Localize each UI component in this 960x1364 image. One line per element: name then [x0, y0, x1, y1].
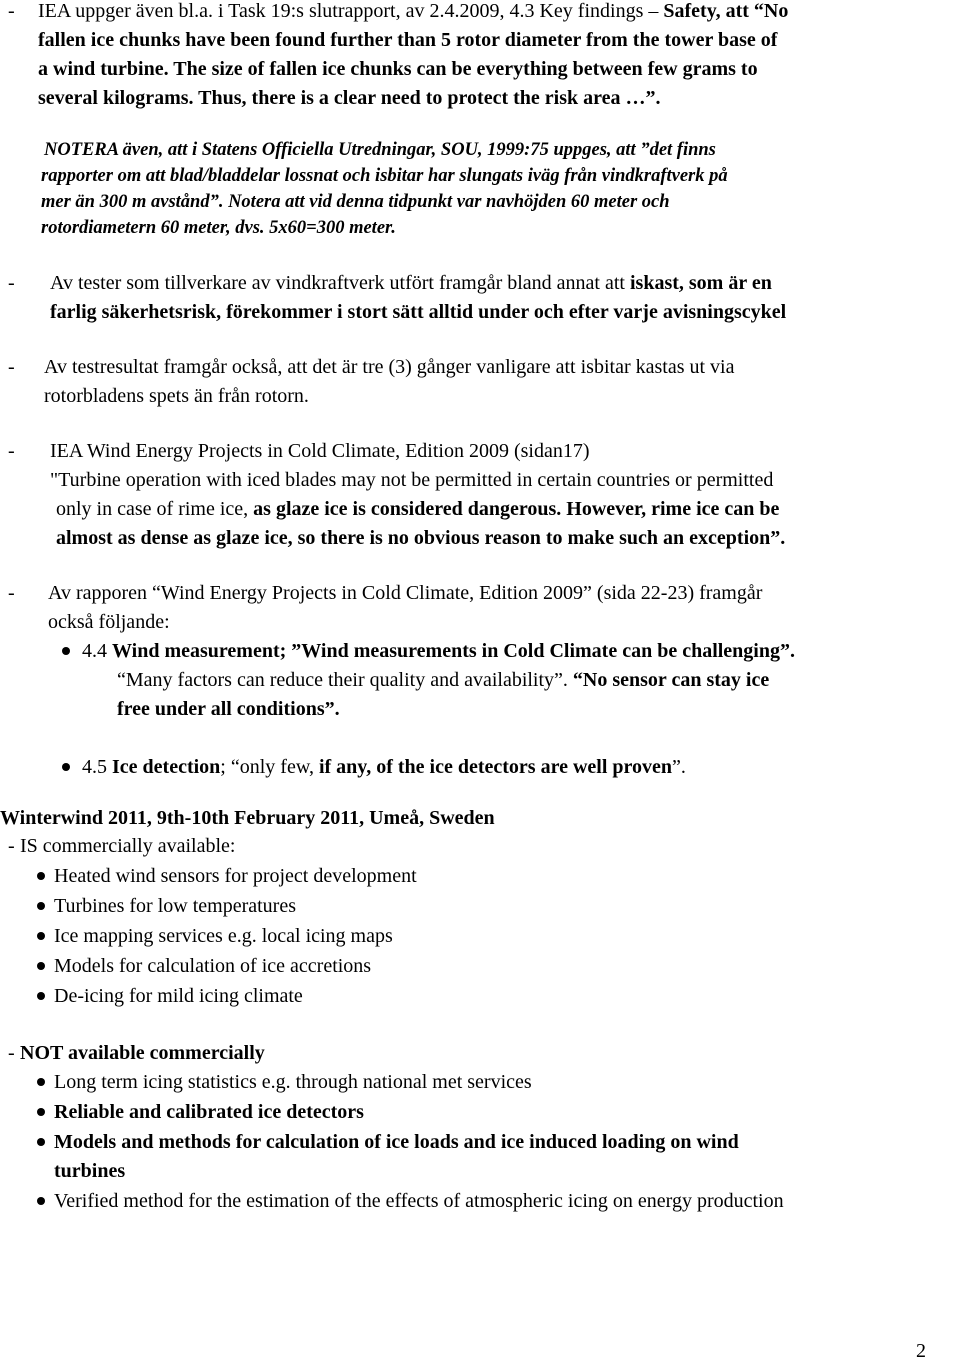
list-item-continuation: turbines [54, 1160, 126, 1182]
bullet-icon [37, 962, 45, 970]
bullet-icon [62, 647, 70, 655]
list-item: Ice mapping services e.g. local icing maps [54, 925, 393, 947]
document-page: - IEA uppger även bl.a. i Task 19:s slutrapport, av 2.4.2009, 4.3 Key findings – Safety, att “No fallen ice chunks have been found further than 5 rotor diameter from the tower base of a wind turbine. The size of fallen ice chunks can be everything between few grams to several kilograms. Thus, there is a clear need to protect the risk area …”. NOTERA även, att i Statens Officiella Utredningar, SOU, 1999:75 uppges, att ”det finns rapporter om att blad/bladdelar lossnat och isbitar har slungats iväg från vindkraftverk på mer än 300 m avstånd”. Notera att vid denna tidpunkt var navhöjden 60 meter och rotordiametern 60 meter, dvs. 5x60=300 meter. - Av tester som tillverkare av vindkraftverk utfört framgår bland annat att iskast, som är en farlig säkerhetsrisk, förekommer i stort sätt alltid under och efter varje avisningscykel - Av testresultat framgår också, att det är tre (3) gånger vanligare att isbitar kastas ut via rotorbladens spets än från rotorn. - IEA Wind Energy Projects in Cold Climate, Edition 2009 (sidan17) "Turbine operation with iced blades may not be permitted in certain countries or permitted only in case of rime ice, as glaze ice is considered dangerous. However, rime ice can be almost as dense as glaze ice, so there is no obvious reason to make such an exception”. - Av rapporen “Wind Energy Projects in Cold Climate, Edition 2009” (sida 22-23) framgår också följande: 4.4 Wind measurement; ”Wind measurements in Cold Climate can be challenging”. “Many factors can reduce their quality and availability”. “No sensor can stay ice free under all conditions”. 4.5 Ice detection; “only few, if any, of the ice detectors are well proven”. Winterwind 2011, 9th-10th February 2011, Umeå, Sweden - IS commercially available: Heated wind sensors for project development Turbines for low temperatures Ice mapping services e.g. local icing maps Models for calculation of ice accretions De-icing for mild icing climate - NOT available commercially Long term icing statistics e.g. through national met services Reliable and calibrated ice detectors Models and methods for calculation of ice loads and ice induced loading on wind turbines Verified method for the estimation of the effects of atmospheric icing on energy production 2 [0, 0, 960, 1364]
list-dash: - [8, 272, 15, 294]
list-dash: - [8, 582, 15, 604]
bullet-icon [62, 763, 70, 771]
bullet-icon [37, 932, 45, 940]
list-item: Verified method for the estimation of the effects of atmospheric icing on energy production [54, 1190, 784, 1212]
bullet-icon [37, 1108, 45, 1116]
list-item: Heated wind sensors for project development [54, 865, 417, 887]
bullet-icon [37, 902, 45, 910]
section-heading: Winterwind 2011, 9th-10th February 2011, Umeå, Sweden [0, 807, 495, 829]
list-item: Long term icing statistics e.g. through national met services [54, 1071, 532, 1093]
page-number: 2 [916, 1340, 926, 1362]
list-item: Models for calculation of ice accretions [54, 955, 372, 977]
list-item: Models and methods for calculation of ice loads and ice induced loading on wind [54, 1131, 739, 1153]
bullet-icon [37, 1197, 45, 1205]
list-item: Reliable and calibrated ice detectors [54, 1101, 364, 1123]
list-dash: - [8, 356, 15, 378]
bullet-icon [37, 1138, 45, 1146]
list-item: De-icing for mild icing climate [54, 985, 303, 1007]
list-dash: - [8, 1042, 15, 1064]
bullet-icon [37, 992, 45, 1000]
list-dash: - [8, 0, 15, 22]
bullet-icon [37, 872, 45, 880]
list-dash: - [8, 440, 15, 462]
list-item: Turbines for low temperatures [54, 895, 296, 917]
list-dash: - [8, 835, 15, 857]
bullet-icon [37, 1078, 45, 1086]
